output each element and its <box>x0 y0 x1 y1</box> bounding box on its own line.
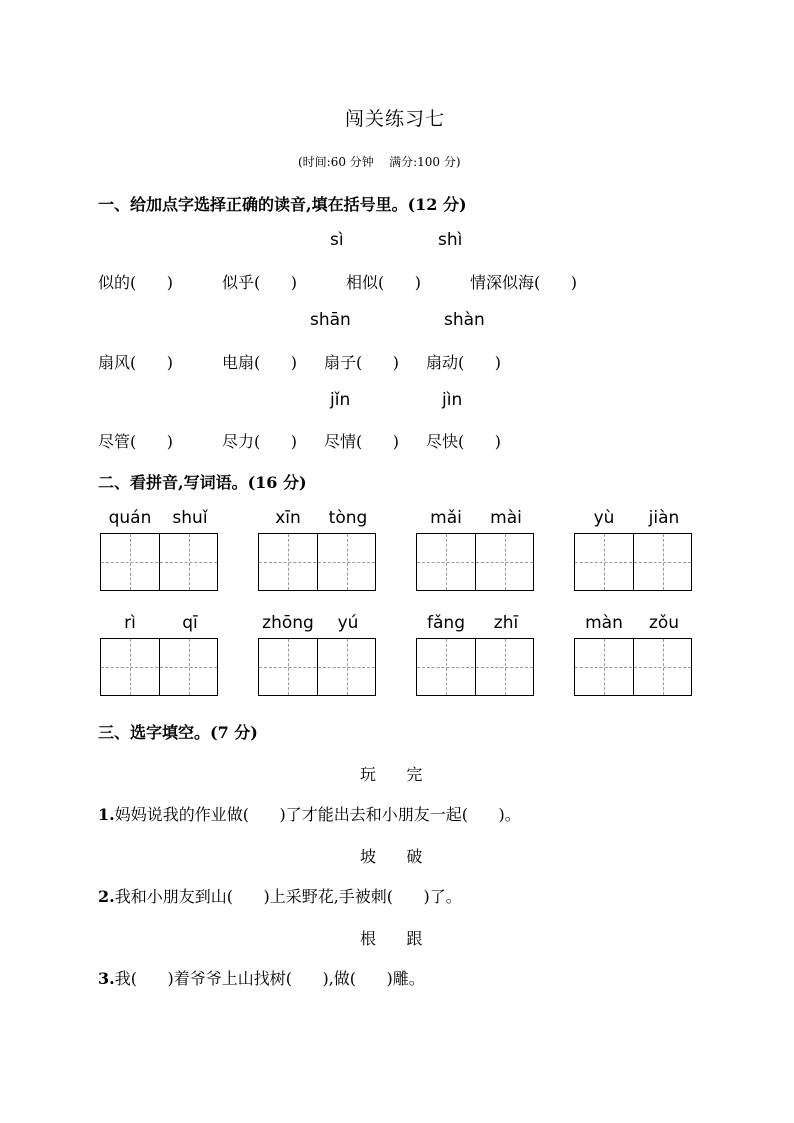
sentence-text: 我和小朋友到山( )上采野花,手被刺( )了。 <box>114 887 462 906</box>
pinyin-option: shān <box>310 310 351 330</box>
pinyin-option: jǐn <box>330 390 351 410</box>
word-blank[interactable]: 尽快( ) <box>426 432 502 451</box>
word-blank[interactable]: 似的( ) <box>98 273 174 292</box>
pinyin-label: zhōng <box>262 613 314 633</box>
character-choices: 坡 破 <box>360 847 425 866</box>
section2-heading: 二、看拼音,写词语。(16 分) <box>98 473 307 492</box>
pinyin-label: màn <box>585 613 623 633</box>
pinyin-label: mǎi <box>430 508 462 528</box>
pinyin-label: rì <box>124 613 136 633</box>
pinyin-label: shuǐ <box>172 508 208 528</box>
word-blank[interactable]: 扇风( ) <box>98 353 174 372</box>
page-title: 闯关练习七 <box>345 108 446 130</box>
question-number: 3. <box>98 969 115 988</box>
pinyin-option: sì <box>330 230 344 250</box>
word-blank[interactable]: 尽力( ) <box>222 432 298 451</box>
pinyin-label: zǒu <box>648 613 680 633</box>
question-number: 2. <box>98 887 115 906</box>
section3-heading: 三、选字填空。(7 分) <box>98 723 258 742</box>
writing-grid[interactable] <box>100 533 218 591</box>
pinyin-label: yú <box>337 613 359 633</box>
word-blank[interactable]: 似乎( ) <box>222 273 298 292</box>
pinyin-label: fǎng <box>427 613 465 633</box>
pinyin-label: quán <box>108 508 152 528</box>
writing-grid[interactable] <box>416 533 534 591</box>
word-blank[interactable]: 尽情( ) <box>324 432 400 451</box>
pinyin-label: tòng <box>328 508 368 528</box>
sentence-text: 我( )着爷爷上山找树( ),做( )雕。 <box>114 969 425 988</box>
writing-grid[interactable] <box>574 638 692 696</box>
writing-grid[interactable] <box>258 638 376 696</box>
pinyin-option: shàn <box>444 310 485 330</box>
word-blank[interactable]: 情深似海( ) <box>470 273 578 292</box>
pinyin-option: shì <box>438 230 463 250</box>
word-blank[interactable]: 电扇( ) <box>222 353 298 372</box>
writing-grid[interactable] <box>258 533 376 591</box>
page-subtitle: (时间:60 分钟 满分:100 分) <box>298 155 461 169</box>
fill-sentence[interactable] <box>98 884 462 907</box>
sentence-text: 妈妈说我的作业做( )了才能出去和小朋友一起( )。 <box>114 805 521 824</box>
word-blank[interactable]: 尽管( ) <box>98 432 174 451</box>
fill-sentence[interactable] <box>98 966 425 989</box>
character-choices: 根 跟 <box>360 929 425 948</box>
word-blank[interactable]: 扇子( ) <box>324 353 400 372</box>
word-blank[interactable]: 相似( ) <box>346 273 422 292</box>
writing-grid[interactable] <box>100 638 218 696</box>
question-number: 1. <box>98 805 115 824</box>
fill-sentence[interactable] <box>98 802 521 825</box>
pinyin-label: mài <box>490 508 522 528</box>
pinyin-label: qī <box>182 613 198 633</box>
word-blank[interactable]: 扇动( ) <box>426 353 502 372</box>
character-choices: 玩 完 <box>360 765 425 784</box>
writing-grid[interactable] <box>416 638 534 696</box>
section1-heading: 一、给加点字选择正确的读音,填在括号里。(12 分) <box>98 195 467 214</box>
pinyin-label: zhī <box>493 613 519 633</box>
writing-grid[interactable] <box>574 533 692 591</box>
pinyin-label: xīn <box>275 508 301 528</box>
pinyin-label: jiàn <box>648 508 680 528</box>
pinyin-option: jìn <box>442 390 463 410</box>
pinyin-label: yù <box>593 508 615 528</box>
